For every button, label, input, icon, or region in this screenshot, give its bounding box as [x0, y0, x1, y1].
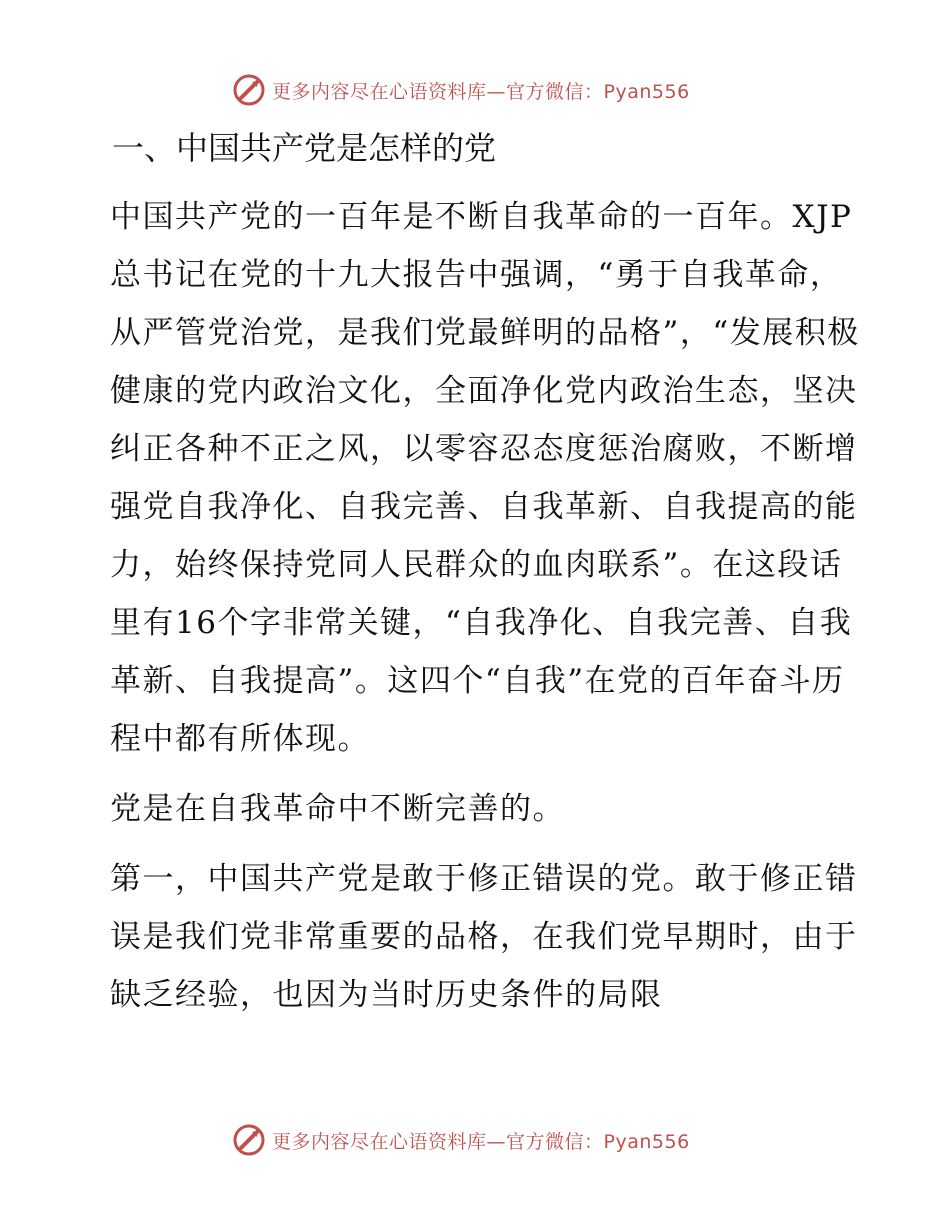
- document-body: [100, 120, 860, 1024]
- pen-logo-icon: [232, 1123, 266, 1157]
- header-watermark-banner: [232, 72, 690, 108]
- paragraph-3: 第一，中国共产党是敢于修正错误的党。敢于修正错误是我们党非常重要的品格，在我们党早期时，由于缺乏经验，也因为当时历史条件的局限: [110, 861, 858, 1013]
- footer-watermark-banner: [232, 1122, 690, 1158]
- pen-logo-icon: [232, 73, 266, 107]
- section-heading: 一、中国共产党是怎样的党: [112, 129, 497, 167]
- paragraph-2: 党是在自我革命中不断完善的。: [110, 791, 565, 827]
- paragraph-1: 中国共产党的一百年是不断自我革命的一百年。XJP总书记在党的十九大报告中强调，“勇于自我革命，从严管党治党，是我们党最鲜明的品格”，“发展积极健康的党内政治文化，全面净化党内政治生态，坚决纠正各种不正之风，以零容忍态度惩治腐败，不断增强党自我净化、自我完善、自我革新、自我提高的能力，始终保持党同人民群众的血肉联系”。在这段话里有16个字非常关键，“自我净化、自我完善、自我革新、自我提高”。这四个“自我”在党的百年奋斗历程中都有所体现。: [110, 199, 860, 757]
- watermark-text: 更多内容尽在心语资料库—官方微信：Pyan556: [272, 1130, 690, 1153]
- watermark-text: 更多内容尽在心语资料库—官方微信：Pyan556: [272, 80, 690, 103]
